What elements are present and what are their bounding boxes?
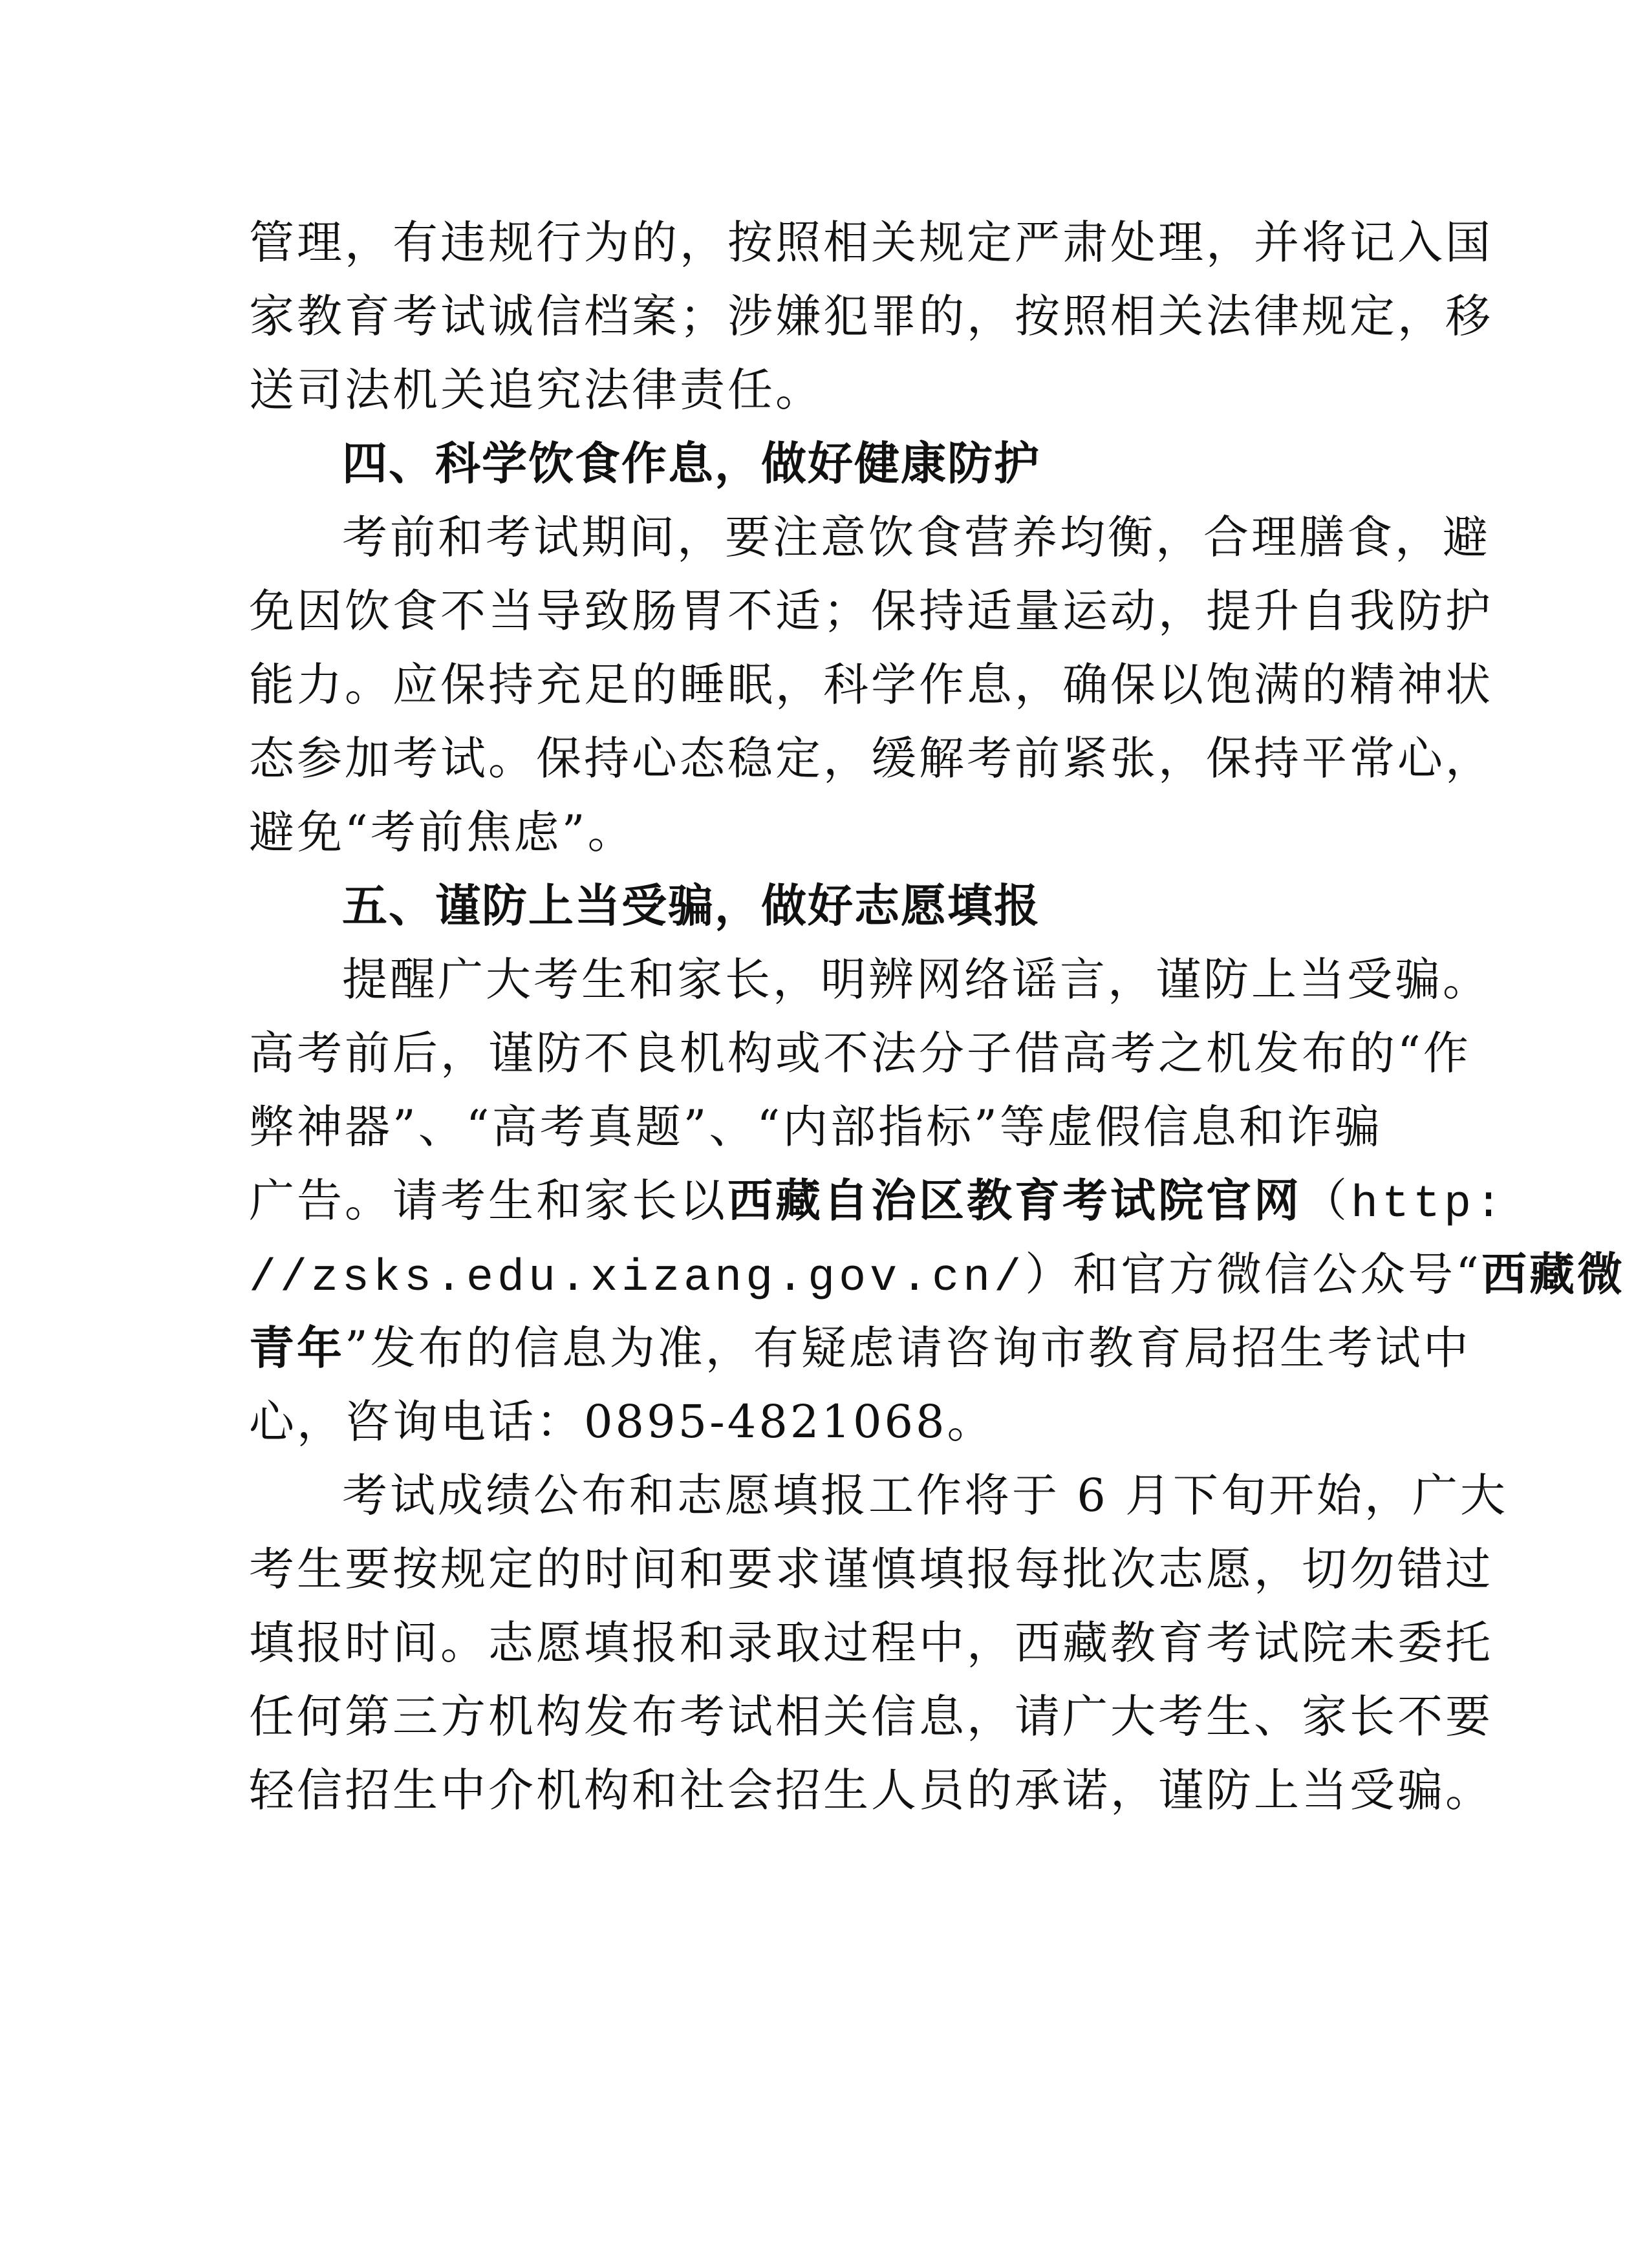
text-segment: ”发布的信息为准，有疑虑请咨询市教育局招生考试中	[345, 1321, 1471, 1375]
text-line: 考生要按规定的时间和要求谨慎填报每批次志愿，切勿错过	[249, 1543, 1493, 1596]
text-line	[249, 1164, 1507, 1237]
text-line: 考试成绩公布和志愿填报工作将于 6 月下旬开始，广大	[342, 1469, 1509, 1522]
text-line: 管理，有违规行为的，按照相关规定严肃处理，并将记入国	[249, 216, 1493, 269]
text-line: 高考前后，谨防不良机构或不法分子借高考之机发布的“作	[249, 1027, 1471, 1080]
text-line: 免因饮食不当导致肠胃不适；保持适量运动，提升自我防护	[249, 584, 1493, 637]
text-line	[249, 1237, 1625, 1311]
text-line: 弊神器”、“高考真题”、“内部指标”等虚假信息和诈骗	[249, 1100, 1383, 1153]
url-text: （http:	[1302, 1179, 1507, 1230]
section-heading: 五、谨防上当受骗，做好志愿填报	[342, 879, 1040, 932]
text-line	[249, 1311, 1471, 1385]
text-line: 送司法机关追究法律责任。	[249, 363, 823, 416]
text-segment: ）和官方微信公众号“	[1025, 1248, 1481, 1301]
text-line: 轻信招生中介机构和社会招生人员的承诺，谨防上当受骗。	[249, 1764, 1493, 1817]
wechat-account-name: 西藏微	[1481, 1248, 1625, 1301]
wechat-account-name: 青年	[249, 1321, 345, 1375]
text-line: 心，咨询电话：0895-4821068。	[249, 1395, 995, 1448]
official-website-name: 西藏自治区教育考试院官网	[727, 1174, 1302, 1227]
url-text: //zsks.edu.xizang.gov.cn/	[249, 1253, 1026, 1304]
text-line: 提醒广大考生和家长，明辨网络谣言，谨防上当受骗。	[342, 953, 1490, 1006]
text-line: 避免“考前焦虑”。	[249, 806, 636, 859]
text-line: 任何第三方机构发布考试相关信息，请广大考生、家长不要	[249, 1690, 1493, 1743]
section-heading: 四、科学饮食作息，做好健康防护	[342, 437, 1040, 490]
text-line: 态参加考试。保持心态稳定，缓解考前紧张，保持平常心，	[249, 732, 1493, 785]
text-line: 能力。应保持充足的睡眠，科学作息，确保以饱满的精神状	[249, 658, 1493, 711]
text-line: 填报时间。志愿填报和录取过程中，西藏教育考试院未委托	[249, 1616, 1493, 1669]
text-line: 家教育考试诚信档案；涉嫌犯罪的，按照相关法律规定，移	[249, 290, 1493, 343]
text-line: 考前和考试期间，要注意饮食营养均衡，合理膳食，避	[342, 511, 1490, 564]
document-body	[249, 206, 1625, 1827]
text-segment: 广告。请考生和家长以	[249, 1174, 727, 1227]
